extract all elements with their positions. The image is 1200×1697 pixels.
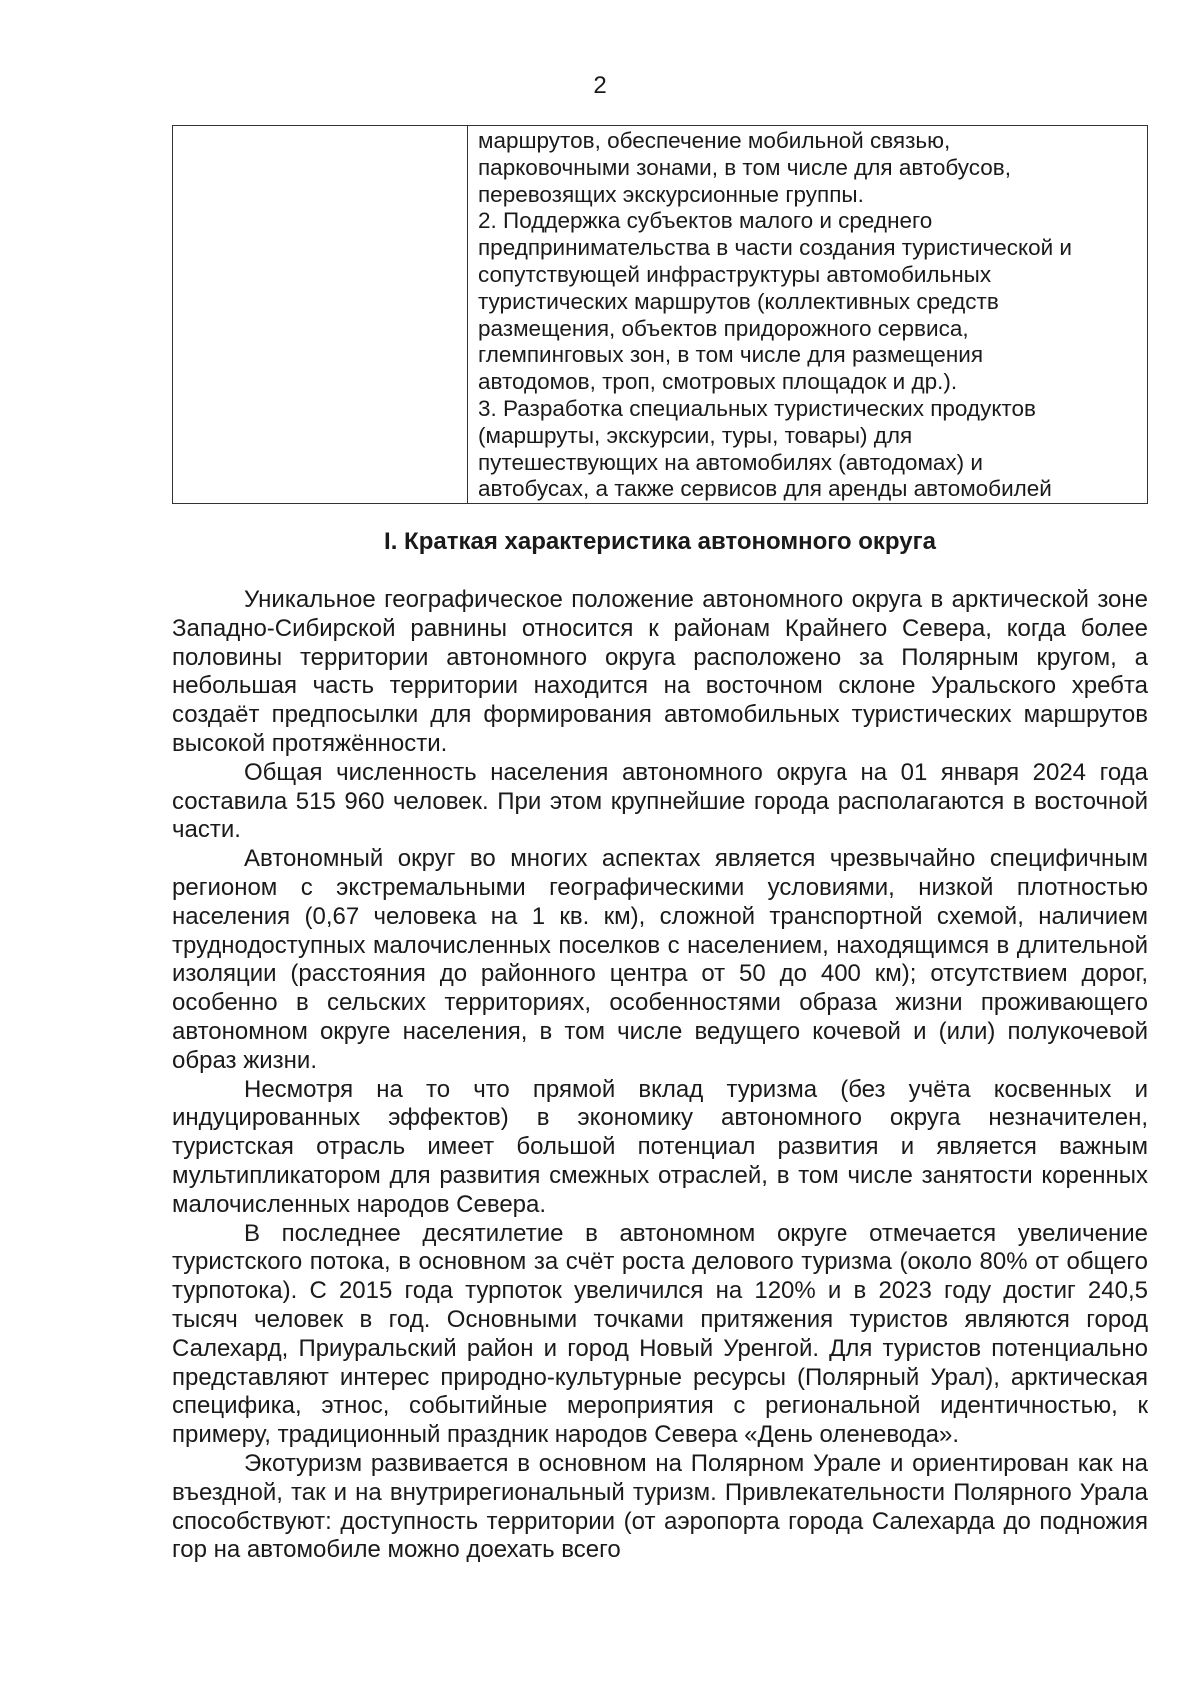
table-cell-paragraph: 2. Поддержка субъектов малого и среднего предпринимательства в части создания туристической и сопутствующей инфраструктуры автомобильных туристических маршрутов (коллективных средств размещения, объектов придорожного сервиса, глемпинговых зон, в том числе для размещения автодомов, троп, смотровых площадок и др.). (478, 208, 1072, 395)
table-cell-paragraph: маршрутов, обеспечение мобильной связью, парковочными зонами, в том числе для автобусов, перевозящих экскурсионные группы. (478, 128, 1011, 207)
section-title: I. Краткая характеристика автономного округа (384, 528, 936, 555)
paragraph: Несмотря на то что прямой вклад туризма (без учёта косвенных и индуцированных эффектов) в экономику автономного округа незначителен, туристская отрасль имеет большой потенциал развития и является важным мультипликатором для развития смежных отраслей, в том числе занятости коренных малочисленных народов Севера. (172, 1075, 1148, 1218)
table-cell-paragraph: 3. Разработка специальных туристических продуктов (маршруты, экскурсии, туры, товары) для путешествующих на автомобилях (автодомах) и автобусах, а также сервисов для аренды автомобилей (478, 395, 1052, 502)
continuation-table (172, 125, 1148, 504)
paragraph: В последнее десятилетие в автономном округе отмечается увеличение туристского потока, в основном за счёт роста делового туризма (около 80% от общего турпотока). С 2015 года турпоток увеличился на 120% и в 2023 году достиг 240,5 тысяч человек в год. Основными точками притяжения туристов являются город Салехард, Приуральский район и город Новый Уренгой. Для туристов потенциально представляют интерес природно-культурные ресурсы (Полярный Урал), арктическая специфика, этнос, событийные мероприятия с региональной идентичностью, к примеру, традиционный праздник народов Севера «День оленевода». (172, 1219, 1148, 1449)
paragraph: Уникальное географическое положение автономного округа в арктической зоне Западно-Сибирской равнины относится к районам Крайнего Севера, когда более половины территории автономного округа расположено за Полярным кругом, а небольшая часть территории находится на восточном склоне Уральского хребта создаёт предпосылки для формирования автомобильных туристических маршрутов высокой протяжённости. (172, 586, 1148, 757)
table-row (173, 126, 1148, 504)
body-text (172, 586, 1148, 1565)
table-cell-measures (468, 126, 1148, 504)
paragraph: Автономный округ во многих аспектах является чрезвычайно специфичным регионом с экстремальными географическими условиями, низкой плотностью населения (0,67 человека на 1 кв. км), сложной транспортной схемой, наличием труднодоступных малочисленных поселков с населением, находящимся в длительной изоляции (расстояния до районного центра от 50 до 400 км); отсутствием дорог, особенно в сельских территориях, особенностями образа жизни проживающего автономном округе населения, в том числе ведущего кочевой и (или) полукочевой образ жизни. (172, 845, 1148, 1074)
paragraph: Экотуризм развивается в основном на Полярном Урале и ориентирован как на въездной, так и на внутрирегиональный туризм. Привлекательности Полярного Урала способствуют: доступность территории (от аэропорта города Салехарда до подножия гор на автомобиле можно доехать всего (172, 1449, 1148, 1564)
paragraph: Общая численность населения автономного округа на 01 января 2024 года составила 515 960 человек. При этом крупнейшие города располагаются в восточной части. (172, 758, 1148, 844)
page-number: 2 (593, 72, 607, 99)
table-cell-empty (173, 126, 468, 504)
